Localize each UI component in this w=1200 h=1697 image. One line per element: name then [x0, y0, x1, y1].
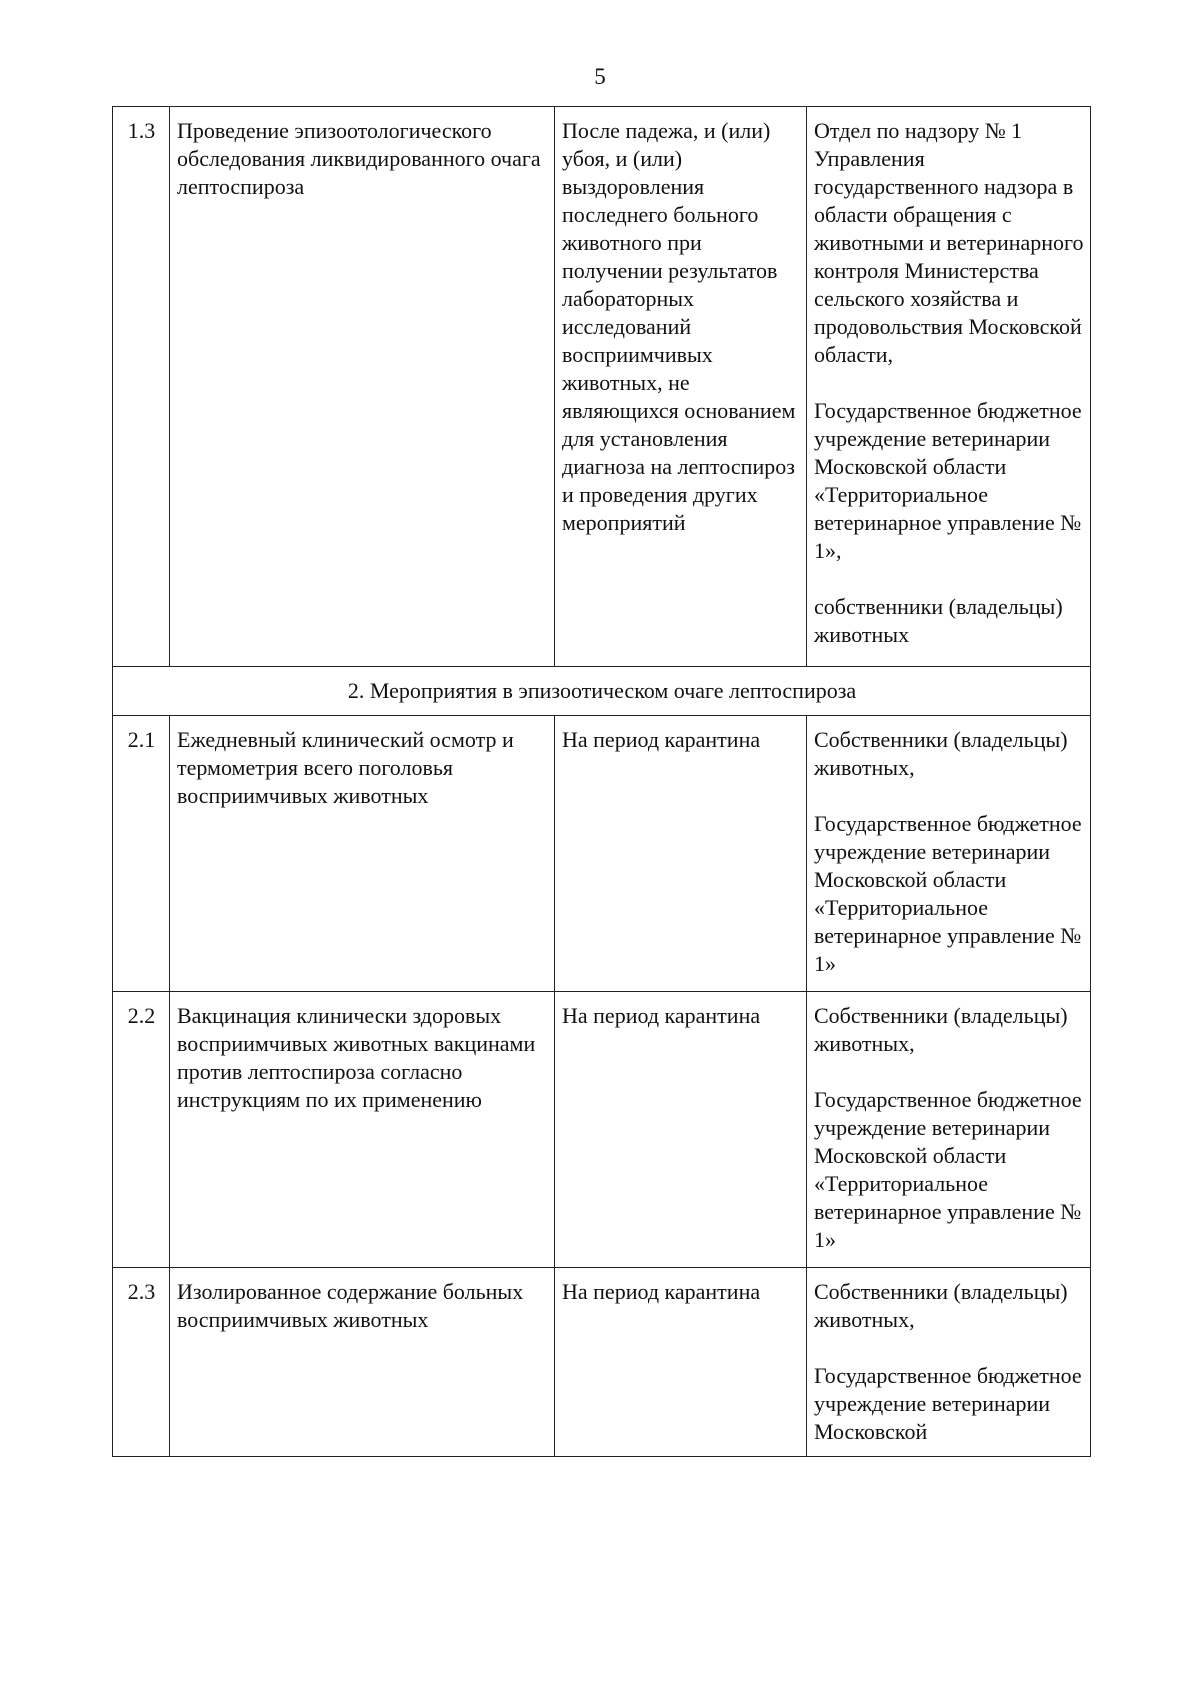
page-number: 5	[594, 64, 606, 89]
action-cell: Ежедневный клинический осмотр и термометрия всего поголовья восприимчивых животных	[170, 716, 555, 992]
term-cell: На период карантина	[555, 992, 807, 1268]
measures-table	[112, 106, 1091, 1457]
row-number: 2.1	[113, 716, 170, 992]
responsible-text: Собственники (владельцы) животных,	[814, 1279, 1068, 1332]
table-row	[113, 716, 1091, 992]
responsible-text: Отдел по надзору № 1 Управления государственного надзора в области обращения с животными и ветеринарного контроля Министерства сельского хозяйства и продовольствия Московской области,	[814, 118, 1084, 367]
row-number: 2.2	[113, 992, 170, 1268]
responsible-text: Собственники (владельцы) животных,	[814, 727, 1068, 780]
responsible-cell	[807, 992, 1091, 1268]
term-cell: На период карантина	[555, 1268, 807, 1457]
responsible-text: Собственники (владельцы) животных,	[814, 1003, 1068, 1056]
table-row	[113, 107, 1091, 667]
row-number: 2.3	[113, 1268, 170, 1457]
table-row	[113, 992, 1091, 1268]
responsible-cell	[807, 1268, 1091, 1457]
table-row	[113, 1268, 1091, 1457]
responsible-cell	[807, 107, 1091, 667]
responsible-cell	[807, 716, 1091, 992]
responsible-text: Государственное бюджетное учреждение ветеринарии Московской области «Территориальное ветеринарное управление № 1»,	[814, 398, 1082, 563]
responsible-text: собственники (владельцы) животных	[814, 594, 1063, 647]
action-cell: Проведение эпизоотологического обследования ликвидированного очага лептоспироза	[170, 107, 555, 667]
responsible-text: Государственное бюджетное учреждение ветеринарии Московской	[814, 1363, 1082, 1444]
row-number: 1.3	[113, 107, 170, 667]
action-cell: Вакцинация клинически здоровых восприимчивых животных вакцинами против лептоспироза согласно инструкциям по их применению	[170, 992, 555, 1268]
responsible-text: Государственное бюджетное учреждение ветеринарии Московской области «Территориальное ветеринарное управление № 1»	[814, 811, 1082, 976]
responsible-text: Государственное бюджетное учреждение ветеринарии Московской области «Территориальное ветеринарное управление № 1»	[814, 1087, 1082, 1252]
term-cell: После падежа, и (или) убоя, и (или) выздоровления последнего больного животного при получении результатов лабораторных исследований восприимчивых животных, не являющихся основанием для установления диагноза на лептоспироз и проведения других мероприятий	[555, 107, 807, 667]
section-title: 2. Мероприятия в эпизоотическом очаге лептоспироза	[113, 667, 1091, 716]
term-cell: На период карантина	[555, 716, 807, 992]
section-row	[113, 667, 1091, 716]
action-cell: Изолированное содержание больных восприимчивых животных	[170, 1268, 555, 1457]
